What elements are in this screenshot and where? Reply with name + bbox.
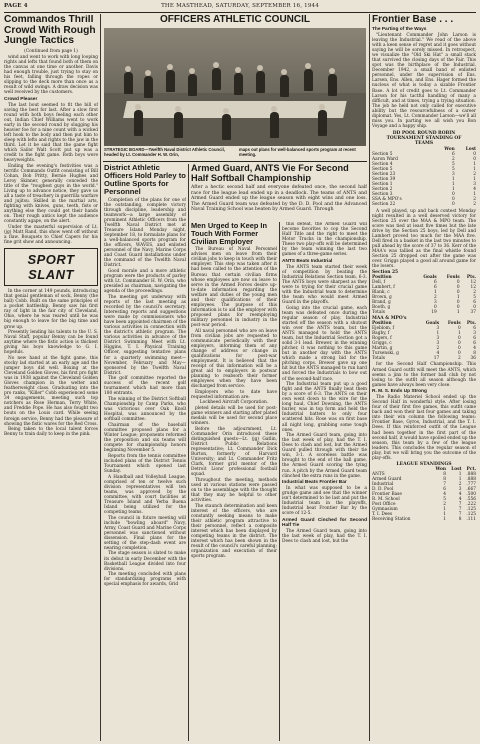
table-cell: 12 (470, 280, 476, 286)
table-cell: Section 3 (372, 191, 393, 197)
table-cell: 0 (473, 151, 476, 157)
table-cell: 0 (456, 300, 460, 306)
table-cell: .777 (466, 481, 476, 487)
table-cell: Totals (372, 356, 385, 362)
column-divider (279, 222, 280, 741)
paragraph: A well played, up and back contest Monday night resulted in a well deserved victory for Section 25 over the MAA & MPO team. The score was tied at least five times but the late drive by the Section 25 boys, led by Dell and Lambert proved too much for the MAA five. Dell fired in a basket in the last two minutes to pull ahead by the score of 37 to 36. Kerr of the MAA's was tallied as the final whistle found Section 25 dropped out after the game was over. Griggs played a good all around game for the losers. (372, 208, 476, 270)
table-cell: 4 (458, 496, 462, 502)
table-cell: 17 (433, 356, 440, 362)
table-cell: 7 (458, 501, 462, 507)
table-cell: .667 (466, 486, 476, 492)
table-cell: 3 (458, 486, 462, 492)
table-cell: 8 (458, 516, 462, 522)
table-cell: Booth, g (372, 305, 391, 311)
armed-guard-subhead: Armed Guard Cinched for Second Half Tie (282, 517, 367, 528)
paragraph: Presently lending his talents to the U. S. Naval Staff, popular Benny can be found anytime where the fistic action is thickest giving his boys knowledge to G. I. hopefuls. (4, 330, 98, 356)
paragraph: The ANTS team started their week of competition by beating the Industrial Relations Section team, 6-3. The ANTS boys were sharpest as they were to trying for their crucial game with the Industrial team to determine the team who would meet Armed Guard in the playoffs. (282, 264, 367, 306)
district-officers-headline: District Athletic Officers Hold Parley to Outline Sports for Personnel (104, 164, 186, 196)
table-cell: Totals (372, 310, 385, 316)
table-cell: Rogers, f (372, 336, 392, 342)
header-cell: Lost (451, 466, 462, 472)
table-cell: Section 5 (372, 151, 393, 157)
table-cell: Ejeblom, f (372, 326, 395, 332)
table-cell: .222 (466, 501, 476, 507)
table-cell: 0 (456, 305, 460, 311)
table-cell: Aaron Ward (372, 156, 398, 162)
sport-slant-box (4, 248, 98, 286)
table-cell: 2 (473, 290, 476, 296)
table-row (372, 517, 476, 522)
table-cell: Dell, f (372, 280, 386, 286)
table-cell: 4 (436, 351, 440, 357)
header-cell: Goals (425, 321, 440, 327)
table-cell: 6 (433, 285, 437, 291)
table-cell: SSA & MPO's (372, 196, 402, 202)
table-cell: 6 (473, 326, 476, 332)
district-officers-column (104, 164, 186, 741)
masthead-rule (4, 12, 476, 13)
table-cell: 0 (457, 351, 461, 357)
table-cell: 1 (457, 331, 461, 337)
table-cell: 1 (458, 471, 462, 477)
table-cell: 12 (470, 285, 476, 291)
paragraph: Ending the evening's festivities was a terrific Commando Outfit consisting of Bill Cohan, Bob Pritty, Bernie Hughes and Leroy Skinner, generally conceded the title of the "roughest guys in the world." Living up to advance notice, they gave us all a taste of treachery in guerrilla warfare and jujitsu. Skilled in the martial arts, fighting with knives, guns, teeth, fists or anything else they could get their hands on. Their rough antics kept the audience constantly agape, on the alert. (4, 163, 98, 225)
paragraph: pleted details will be used for post-game winners and starting after plated medals will be used for second place winners. (191, 406, 277, 427)
column-divider (369, 14, 370, 741)
paragraph: Employers who to date have requested information are: (191, 389, 277, 400)
industrial-subhead: Industrial Beats Frontier Bar (282, 480, 347, 486)
paragraph: Under the masterful supervision of Lt. (jg) Matt Rand, this show went off without a flaw. Bouquets to Chief Capers for his fine grit show and announcing. (4, 224, 98, 246)
table-cell: 2 (433, 295, 437, 301)
paragraph: All naval personnel who are on leave from civilian jobs are requested to communicate periodically with their employers, informing them of any change of address or change in qualifications for post-war employment. It is believed that the receipt of this information will be a great aid to employers in postwar planning to reabsorb their former employees when they have been discharged from service. (191, 328, 277, 390)
dd-pool-standings-title: DD POOL ROUND ROBIN TOURNAMENT STANDING OF TEAMS (386, 130, 462, 146)
table-cell: Section 22 (372, 201, 396, 207)
table-cell: 37 (470, 310, 476, 316)
table-cell: 7 (458, 511, 462, 517)
sport-slant-article (4, 289, 98, 437)
table-cell: 36 (470, 356, 476, 362)
table-cell: 8 (473, 351, 476, 357)
second-half-article (372, 362, 476, 387)
table-cell: 4 (458, 491, 462, 497)
commandos-headline: Commandos Thrill Crowd With Rough Jungle Tactics (4, 15, 96, 47)
men-urged-column (191, 222, 277, 741)
table-cell: Industrial (372, 481, 394, 487)
table-cell: 0 (456, 290, 460, 296)
paragraph: The Radio Materiel School ended up the Second Half in wonderful style. After losing four of their first five games, this outfit came back and won their last four games and taking into their win column the following teams: Frontier Base, Gyros, Industrial, and the T. I. Dees. If this reinforced outfit of the League had been together in the first part of the second half, it would have spoiled ended up the season, this team by a few of the league leaders. This concludes the regular season of play, but we will bring you the outcome of the play-offs. (372, 395, 476, 461)
table-cell: 1 (473, 166, 476, 172)
table-cell: Section 5 (372, 166, 393, 172)
column-divider (188, 164, 189, 741)
table-cell: 3 (436, 341, 440, 347)
table-cell: 3 (433, 300, 437, 306)
table-cell: 0 (473, 305, 476, 311)
table-row (372, 202, 476, 207)
table-cell: Brand, g (372, 300, 391, 306)
table-cell: Gymnasium (372, 506, 398, 512)
council-banner (103, 14, 367, 26)
paragraph: The council in future meeting will include "bowling aboard" Navy, Army, Coast Guard and Marine Corps personnel was sanctioned without dissension. Final plans for the setting of the step-dash event are nearing completion. (104, 515, 186, 551)
table-cell: 8 (443, 471, 446, 477)
table-cell: 3 (473, 331, 476, 337)
paragraph: this defeat, the Armed Guard will become favorites to cop the Second Half Title and the right to meet the Motor Trucks in the championship. These two play-offs will be determined by the team winning the last two games of a three-game series. (282, 222, 367, 258)
paragraph: The Armed Guard team, going into the last week of play, had the T. I. Dees to clash and lost, but the (282, 529, 367, 545)
table-cell: 1 (458, 476, 462, 482)
armed-guard-lead-block (191, 164, 367, 220)
rms-article (372, 395, 476, 461)
paragraph: The golf committee reported the success of the recent golf tournament which had more than 180 entrants. (104, 376, 186, 397)
table-cell: Section 1 (372, 181, 393, 187)
header-cell: Goals (423, 275, 437, 281)
paragraph: The Armed Guard team, going into the last week of play, had the T. I. Dees to clash and lost, but the Armed Guard pulled through with their tie win, 3-1. A scoreless battle was brought to the end of the ball game, the Armed Guard scoring the tying run. A pitch by the Armed Guard team clinched the extra runs in the game. (282, 433, 367, 479)
paragraph: Being taken to the local talent forces Benny to train daily to keep in the pink. (4, 427, 98, 438)
table-cell: 1 (443, 516, 446, 522)
ants-subhead: ANTS Beats Industrial (282, 258, 333, 264)
header-cell: Position (372, 275, 392, 281)
paragraph: Lockheed Aircraft Corporation. (199, 400, 269, 406)
table-cell: Section 39 (372, 176, 396, 182)
table-cell: 6 (473, 300, 476, 306)
sport-slant-title: SPORT SLANT (27, 252, 75, 283)
table-cell: 0 (456, 280, 460, 286)
ants-article (282, 222, 367, 544)
table-cell: .888 (466, 471, 476, 477)
table-cell: 1 (452, 181, 455, 187)
table-cell: 3 (452, 171, 455, 177)
league-standings-title: LEAGUE STANDINGS (396, 461, 452, 467)
photo-caption (104, 147, 366, 160)
table-cell: 5 (443, 496, 446, 502)
armed-guard-lead: After a hectic second half and everyone defeated once, the second half race for the league lead ended up in a deadlock. The teams of ANTS and Armed Guard ended up the league season with eight wins and one loss. The Armed Guard team was defeated by the D. D. Pool and the Advanced Naval Training School was beaten by Armed Guard. Through (191, 185, 367, 212)
crowd-pleaser-subhead: Crowd Pleaser (4, 96, 38, 102)
caption-left: STRATEGIC BOARD—Twelfth Naval District Athletic Council, headed by Lt. Commander H. W. Orin, (104, 147, 225, 157)
paragraph: Chairman of the baseball committee proposed plans for a Winter League; proponents reformed the proposition and six teams will compete for championship honors beginning November 5. (104, 422, 186, 454)
table-cell: 4 (473, 186, 476, 192)
dd-pool-standings-table (372, 147, 476, 207)
table-cell: Frontier Base (372, 491, 402, 497)
table-cell: 6 (473, 341, 476, 347)
continued-note: (Continued from page 1) (24, 49, 78, 55)
table-cell: 0 (452, 191, 455, 197)
paragraph: The Industrial team put up a good fight and the ANTS finally beat them by a score of 6-3. The ANTS on their own went down to the wire for the long haul, Chief Downing, the ANTS hurler, was in top form and held the Industrial batters to only four scattered hits. Rose was on first base all night long, grabbing some tough ones. (282, 382, 367, 433)
table-cell: 1 (473, 161, 476, 167)
section25-box-title: Section 25 (372, 270, 399, 276)
table-cell: 2 (452, 156, 455, 162)
table-cell: .888 (466, 476, 476, 482)
header-cell: Pts. (466, 275, 476, 281)
table-cell: 0 (452, 201, 455, 207)
council-banner-title: OFFICERS ATHLETIC COUNCIL (160, 14, 310, 25)
paragraph: "Lieutenant Commander John Larson is leaving the Industrial." We read of the above with a keen sense of regret and it goes without saying he will be sorely missed. In retrospect, we visualize the "Old Ski Hat" a small stack that survived the closing days of the Fair. This spot was the birthplace of the Industrial. December 1942, a small band of enlisted personnel, under the supervision of Ens. Larsen, Ens. Allen, and Ens. Hager formed the nucleus of what is today a sizable Frontier Base. A lot of credit goes to Lt. Commander Larson for his tactful handling of many a difficult, and at times, trying a trying situation. The job he held not only called for executive ability but the resourcefulness of a career diplomat. Yes, Lt. Commander Larson—we'll all miss you. In parting we all wish you Bon Voyage and a happy ship. (372, 33, 476, 129)
table-cell: 0 (457, 326, 461, 332)
header-cell: Won (444, 146, 455, 152)
table-cell: 2 (443, 501, 446, 507)
caption-right: maps out plans for well-balanced sports program at recent meeting. (239, 147, 356, 157)
table-cell: Martin, g (372, 346, 393, 352)
paragraph: for the Second Half Championship. This Armed Guard outfit will meet the ANTS, which seems a jinx to the former ball club by not losing to the outfit all season although the games have always been very close. (372, 362, 476, 388)
maa-boxscore (372, 321, 476, 361)
table-cell: 2 (436, 346, 440, 352)
header-cell: Won (435, 466, 446, 472)
frontier-article (372, 33, 476, 129)
table-cell: 4 (473, 346, 476, 352)
table-cell: Armed Guard (372, 476, 402, 482)
table-cell: R. M. School (372, 496, 400, 502)
table-cell: 3 (436, 336, 440, 342)
table-cell: 19 (431, 310, 437, 316)
table-cell: 1 (443, 511, 446, 517)
frontier-base-column (372, 15, 476, 741)
paragraph: Throughout the meeting, methods used at various stations were passed on to the assemblage with the thought that they may be helpful to other activities. (191, 477, 277, 504)
paragraph: The staunch determination and keen interest of the officers, who are constantly seeking means to make their athletic program attractive to their personnel, reflect a composite interest which has been displayed by competing teams in the district. The interest which has been shown in the result of the council's careful planning; organization and execution of their sports program. (191, 503, 277, 560)
paragraph: Good morale and a more athletic program were the products of parley with Lt. Commander H. W. Orin, who presided as chairman, navigating the agenda of the proceedings. (104, 269, 186, 295)
header-cell: Pts. (466, 321, 476, 327)
table-cell: .125 (466, 511, 476, 517)
commandos-article (4, 49, 98, 245)
district-officers-article (104, 198, 186, 588)
table-cell: 1 (456, 295, 460, 301)
table-cell: D. D. Pool (372, 486, 394, 492)
table-cell: Bagby, f (372, 331, 390, 337)
header-cell: Pct. (466, 466, 476, 472)
table-cell: 2 (457, 356, 461, 362)
table-cell: Tursenski, g (372, 351, 399, 357)
table-cell: 1 (456, 310, 460, 316)
table-cell: 5 (452, 166, 455, 172)
table-cell: T. I. Dees (372, 511, 393, 517)
table-cell: Section 2 (372, 186, 393, 192)
table-cell: 6 (473, 336, 476, 342)
paragraph: In the corner at 149 pounds, introducing that genial gentleman of sock, Benny (the ball) Cobb. Built on the same principles of a pocket battleship, Benny saw his first ray of light in the fair city of Cleveland, Ohio, where he was reared until he was big enough to leave for the big time and grow up. (4, 289, 98, 330)
paragraph: The winning of the District Softball Championship by Camp Parks, who was victorious over Oak Knoll Hospital, was announced by the softball committee. (104, 397, 186, 423)
section25-article (372, 209, 476, 270)
table-cell: .125 (466, 506, 476, 512)
table-cell: 1 (452, 176, 455, 182)
maa-box-title: MAA & MPO's (372, 316, 407, 322)
table-cell: 0 (456, 285, 460, 291)
table-cell: 1 (473, 191, 476, 197)
table-cell: 0 (452, 196, 455, 202)
paragraph: In what was supposed to be a grudge game and see that the winner isn't determined to be last and put the Industrial team in the playoffs, Industrial beat Frontier Bar by the score of 12-5. (282, 486, 367, 517)
masthead (4, 3, 476, 12)
men-urged-article (191, 247, 277, 559)
table-cell: 1 (436, 331, 440, 337)
table-cell: 0 (457, 336, 461, 342)
paragraph: Reports from the tennis committee included plans of the District Tennis Tournament which opened last Sunday. (104, 453, 186, 474)
paragraph: The stage season is slated to make its debut in early December with the Basketball League divided into four divisions. (104, 551, 186, 572)
paragraph: The last bout seemed to fit the bill of saving the best for last. After a slow first round with both boys feeling each other out, Indian Chief Williams went to work early in the second round by slugging his heavier foe for a nine count with a wicked left hook to the body and then put him to sleep with lefts and rights to the jaw in the third. Let it be said that the game fight which Sailor Walt Scott put up was a credit to the fight game. Both boys were heavyweights. (4, 102, 98, 164)
table-cell: 5 (452, 161, 455, 167)
table-cell: 2 (473, 171, 476, 177)
paragraph: The meeting concluded with plans for standardizing programs with special emphasis for awards, Grid (104, 572, 186, 588)
table-cell: 7 (458, 506, 462, 512)
table-cell: ANTS (372, 471, 385, 477)
table-cell: 0 (433, 305, 437, 311)
men-urged-headline: Men Urged to Keep In Touch With Former Civilian Employer (191, 222, 267, 246)
table-cell: 2 (473, 196, 476, 202)
table-cell: 4 (443, 491, 446, 497)
table-cell: .500 (466, 491, 476, 497)
table-cell: Blank, c (372, 290, 390, 296)
paragraph: No new hand at the fight game, this stocky lad started at an early age and the jumper boys did well. Boxing at the Cleveland Golden Gloves, his first pro fight was in 1938 against the Cleveland Golden Gloves champion in the welter and featherweight class. Graduating into the pro ranks, "Killer" Cobb experienced some 34 engagements, meeting such top notchers as Rose Herman, Terry White, and Freddie Pope. He has also fought two bouts on the Louis card. While seeing foreign service, Benny had the pleasure of showing the fistic wares for the Red Cross. (4, 355, 98, 427)
table-cell: 0 (457, 341, 461, 347)
council-meeting-photo (104, 28, 366, 146)
paragraph: The Bureau of Naval Personnel advises men on leave from their civilian jobs to keep in touch with their employer. This step was taken after it had been called to the attention of the Bureau that certain civilian firms whose employees are now on leave to serve in the Armed Forces desire up-to-date information regarding the welfare and duties of the young men and their qualifications of their employees. The purpose of this information is to aid the employer with proposed plans for reemploying military personnel in industry in the post-war period. (191, 247, 277, 328)
table-cell: Receiving Station (372, 516, 411, 522)
table-cell: Brown, g (372, 295, 392, 301)
league-standings-table (372, 467, 476, 522)
table-cell: 6 (433, 280, 437, 286)
header-cell: Lost (465, 146, 476, 152)
paragraph: The meeting got underway with reports of the last meeting as recorded by the council's secretary. Interesting reports and suggestions were made by commissioners who have been appointed chairmen of the various activities in connection with the district's athletic program. The various activities in advance of the District Swimming Meet with Lt. Higgins, T. I. Physical Training Officer, suggesting tentative plans for a quarterly swimming meet—November, February and May—sponsored by the Twelfth Naval District. (104, 294, 186, 376)
paper-dateline: THE MASTHEAD, SATURDAY, SEPTEMBER 16, 1944 (161, 3, 319, 9)
ants-column (282, 222, 367, 741)
header-cell: Fouls (446, 275, 460, 281)
table-cell: .556 (466, 496, 476, 502)
photo-rule (103, 161, 367, 162)
table-cell: 1 (443, 506, 446, 512)
table-cell: 1 (452, 186, 455, 192)
table-cell: Lambert, f (372, 285, 395, 291)
frontier-base-headline: Frontier Base . . . (372, 15, 454, 25)
table-cell: 0 (473, 156, 476, 162)
paragraph: A Handball and Volleyball League, comprised of ten or twelve such division representatives will ten teams, was approved by the committee, with court facilities at Treasure Island and Yerba Buena Island being utilized for the competing teams. (104, 474, 186, 515)
parting-subhead: The Parting of the Ways (372, 27, 427, 32)
table-cell: 7 (443, 481, 446, 487)
table-cell: 3 (473, 181, 476, 187)
column-left (4, 15, 98, 741)
table-row (372, 356, 476, 361)
table-cell: 6 (452, 151, 455, 157)
paragraph: Completion of the plans for one of the outstanding, complete victory through discipline, leadership and teamwork—a large assembly of prominent Athletic Officers from the Twelfth Naval District met at Treasure Island Monday night, September 18, to formulate plans for a well-balanced sports program for the officers, WAVES, and enlisted personnel of the Navy, Marine Corps and Coast Guard installations under the command of the Twelfth Naval District. (104, 197, 186, 269)
table-cell: Section 23 (372, 171, 396, 177)
paragraph: Going into the crucial game, each team was defeated once during the regular season of play. Industrial started off the season with a shutout win over the ANTS team, but the ANTS managed to hold the ANTS team, but the Industrial Section got a solid 3-1 lead. Brewer, in the winning pitcher, it was nothing to this game but in another day with the ANTS which made a strong bid for the pitching corps. Brewer gave up one hit but the ANTS managed to run hard and forced the Industrials to bow out of the second-half race. (282, 305, 367, 382)
table-cell: Griggs, c (372, 341, 392, 347)
table-cell: 5 (473, 295, 476, 301)
table-row (372, 310, 476, 315)
table-cell: Section 4 (372, 161, 393, 167)
paragraph: Before the adjournment, Lt. Commander Orin introduced these distinguished guests—Lt. (jg) Gatlin, District Public Relations representative; Lt. Commander Dick Burton, formerly of Harvard University; and Lt. Commander Fritz Clark, former grid mentor of the Detroit Lions' professional football squad. (191, 426, 277, 478)
paragraph: wind and went to work with long looping rights and lefts that found both of them on the canvas at one time or another. Davis had enough trouble, just trying to stay on his feet, falling through the ropes or slipping to the deck more than once as a result of wild swings. A draw decision was well received by the customers. (4, 54, 98, 96)
table-cell: 3 (436, 326, 440, 332)
rms-subhead: R. M. S. Ends Up Strong (372, 389, 427, 395)
table-cell: 2 (473, 201, 476, 207)
table-cell: 1 (433, 290, 437, 296)
section25-boxscore (372, 275, 476, 315)
column-divider (100, 14, 101, 741)
table-cell: 6 (443, 486, 446, 492)
table-cell: Post Office (372, 501, 396, 507)
table-cell: 0 (457, 346, 461, 352)
header-cell: Position (372, 321, 392, 327)
table-cell: 2 (458, 481, 462, 487)
table-cell: .111 (466, 516, 476, 522)
armed-guard-headline: Armed Guard, ANTS Vie For Second Half Softball Championship (191, 164, 349, 183)
table-cell: 1 (473, 176, 476, 182)
table-cell: 8 (443, 476, 446, 482)
page-number: PAGE 4 (4, 3, 28, 9)
header-cell: Fouls (447, 321, 461, 327)
